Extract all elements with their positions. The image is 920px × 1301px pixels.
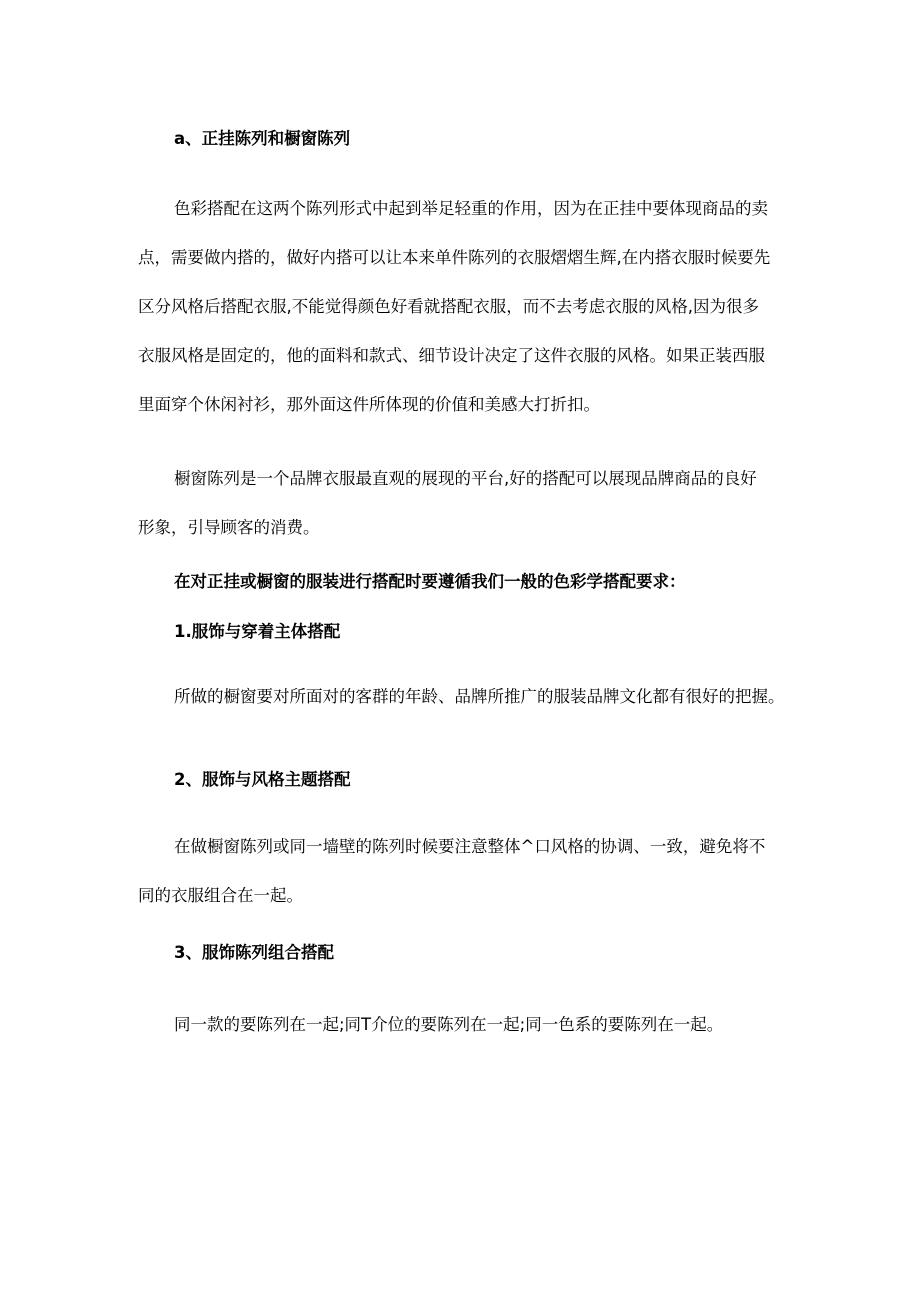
heading-1: 1.服饰与穿着主体搭配 <box>174 622 341 641</box>
para2-line1: 橱窗陈列是一个品牌衣服最直观的展现的平台,好的搭配可以展现品牌商品的良好 <box>174 469 757 488</box>
para4-line2: 同的衣服组合在一起。 <box>138 886 303 905</box>
para5: 同一款的要陈列在一起;同T介位的要陈列在一起;同一色系的要陈列在一起。 <box>174 1015 724 1034</box>
para1-line3: 区分风格后搭配衣服,不能觉得颜色好看就搭配衣服，而不去考虑衣服的风格,因为很多 <box>138 297 759 316</box>
para1-line2: 点，需要做内搭的，做好内搭可以让本来单件陈列的衣服熠熠生辉,在内搭衣服时候要先 <box>138 248 771 267</box>
para1-line5: 里面穿个休闲衬衫，那外面这件所体现的价值和美感大打折扣。 <box>138 395 600 414</box>
para2-line2: 形象，引导顾客的消费。 <box>138 518 320 537</box>
para1-line1: 色彩搭配在这两个陈列形式中起到举足轻重的作用，因为在正挂中要体现商品的卖 <box>174 199 768 218</box>
heading-a: a、正挂陈列和橱窗陈列 <box>174 129 351 148</box>
para4-line1: 在做橱窗陈列或同一墙壁的陈列时候要注意整体^口风格的协调、一致，避免将不 <box>174 837 766 856</box>
para3: 所做的橱窗要对所面对的客群的年龄、品牌所推广的服装品牌文化都有很好的把握。 <box>174 687 785 706</box>
heading-2: 2、服饰与风格主题搭配 <box>174 770 351 789</box>
para1-line4: 衣服风格是固定的，他的面料和款式、细节设计决定了这件衣服的风格。如果正装西服 <box>138 346 765 365</box>
heading-3: 3、服饰陈列组合搭配 <box>174 943 334 962</box>
bold-intro: 在对正挂或橱窗的服装进行搭配时要遵循我们一般的色彩学搭配要求： <box>174 572 686 591</box>
